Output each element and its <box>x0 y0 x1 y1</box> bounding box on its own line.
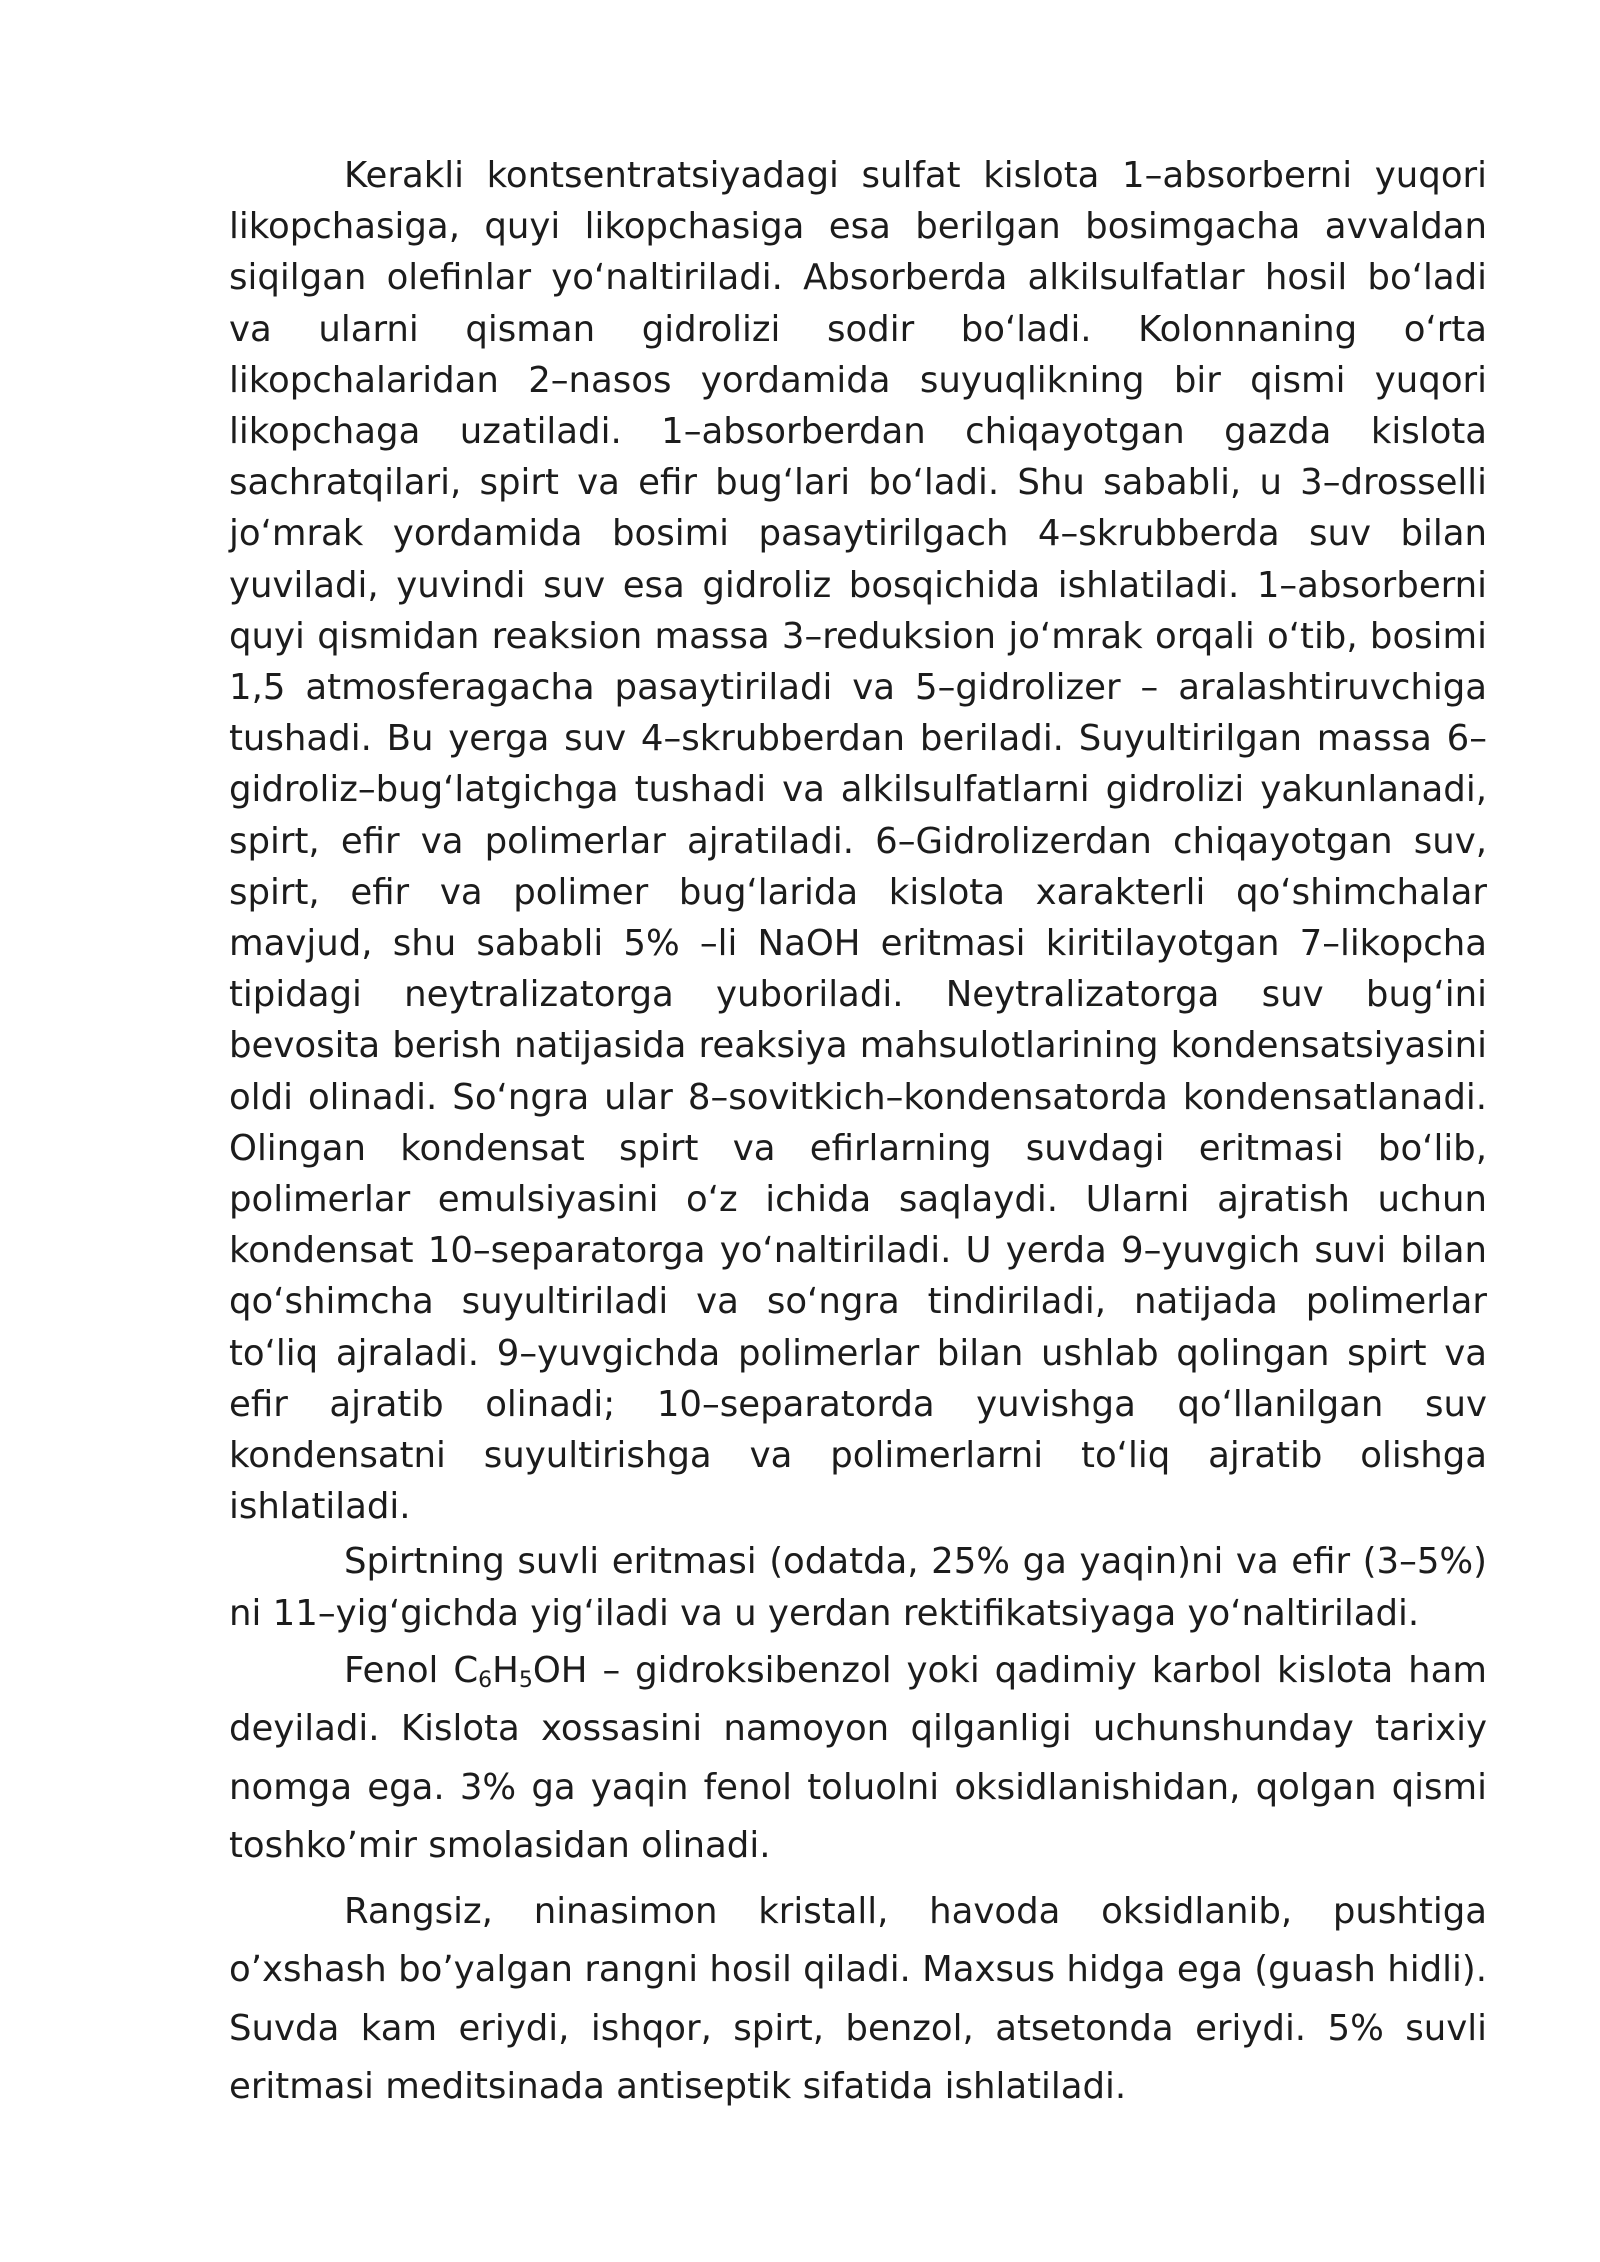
phenol-formula: $C_6H_5OH$ <box>453 1649 588 1693</box>
phenol-label: Fenol <box>344 1649 439 1691</box>
paragraph-spirit-collection: Spirtning suvli eritmasi (odatda, 25% ga yaqin)ni va efir (3–5%) ni 11–yigʻgichda yigʻiladi va u yerdan rektifikatsiyaga yoʻnaltiriladi. <box>229 1541 1487 1634</box>
paragraph-process-description: Kerakli kontsentratsiyadagi sulfat kislota 1–absorberni yuqori likopchasiga, quyi likopchasiga esa berilgan bosimgacha avvaldan siqilgan olefinlar yoʻnaltiriladi. Absorberda alkilsulfatlar hosil boʻladi va ularni qisman gidrolizi sodir boʻladi. Kolonnaning oʻrta likopchalaridan 2–nasos yordamida suyuqlikning bir qismi yuqori likopchaga uzatiladi. 1–absorberdan chiqayotgan gazda kislota sachratqilari, spirt va efir bugʻlari boʻladi. Shu sababli, u 3–drosselli joʻmrak yordamida bosimi pasaytirilgach 4–skrubberda suv bilan yuviladi, yuvindi suv esa gidroliz bosqichida ishlatiladi. 1–absorberni quyi qismidan reaksion massa 3–reduksion joʻmrak orqali oʻtib, bosimi 1,5 atmosferagacha pasaytiriladi va 5–gidrolizer – aralashtiruvchiga tushadi. Bu yerga suv 4–skrubberdan beriladi. Suyultirilgan massa 6–gidroliz–bugʻlatgichga tushadi va alkilsulfatlarni gidrolizi yakunlanadi, spirt, efir va polimerlar ajratiladi. 6–Gidrolizerdan chiqayotgan suv, spirt, efir va polimer bugʻlarida kislota xarakterli qoʻshimchalar mavjud, shu sababli 5% –li NaOH eritmasi kiritilayotgan 7–likopcha tipidagi neytralizatorga yuboriladi. Neytralizatorga suv bugʻini bevosita berish natijasida reaksiya mahsulotlarining kondensatsiyasini oldi olinadi. Soʻngra ular 8–sovitkich–kondensatorda kondensatlanadi. Olingan kondensat spirt va efirlarning suvdagi eritmasi boʻlib, polimerlar emulsiyasini oʻz ichida saqlaydi. Ularni ajratish uchun kondensat 10–separatorga yoʻnaltiriladi. U yerda 9–yuvgich suvi bilan qoʻshimcha suyultiriladi va soʻngra tindiriladi, natijada polimerlar toʻliq ajraladi. 9–yuvgichda polimerlar bilan ushlab qolingan spirt va efir ajratib olinadi; 10–separatorda yuvishga qoʻllanilgan suv kondensatni suyultirishga va polimerlarni toʻliq ajratib olishga ishlatiladi. <box>229 155 1487 1528</box>
phenol-description: – gidroksibenzol yoki qadimiy karbol kislota ham deyiladi. Kislota xossasini namoyon qilganligi uchunshunday tarixiy nomga ega. 3% ga yaqin fenol toluolni oksidlanishidan, qolgan qismi toshkoʼmir smolasidan olinadi. <box>229 1649 1487 1867</box>
paragraph-phenol-intro <box>229 1642 1487 1876</box>
paragraph-phenol-properties: Rangsiz, ninasimon kristall, havoda oksidlanib, pushtiga oʼxshash boʼyalgan rangni hosil qiladi. Maxsus hidga ega (guash hidli). Suvda kam eriydi, ishqor, spirt, benzol, atsetonda eriydi. 5% suvli eritmasi meditsinada antiseptik sifatida ishlatiladi. <box>229 1890 1487 2108</box>
document-body <box>229 150 1487 2117</box>
